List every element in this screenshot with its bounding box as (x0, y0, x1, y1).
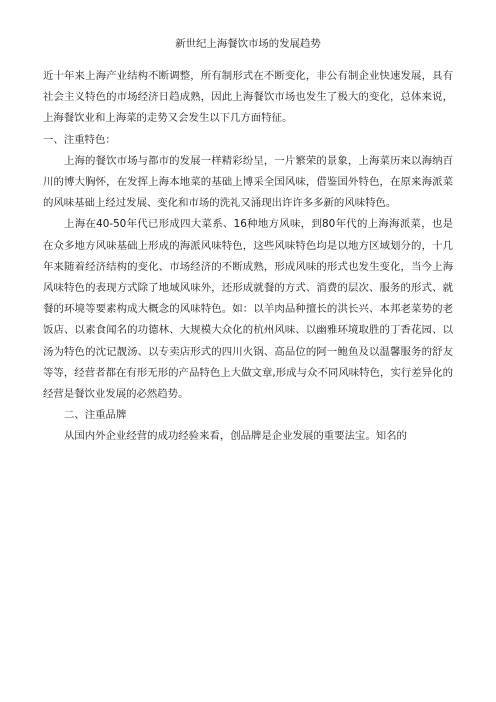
document-title: 新世纪上海餐饮市场的发展趋势 (175, 38, 321, 50)
intro-paragraph: 近十年来上海产业结构不断调整，所有制形式在不断变化，非公有制企业快速发展，具有社会主义特色的市场经济日趋成熟，因此上海餐饮市场也发生了极大的变化，总体来说，上海餐饮业和上海菜的走势又会发生以下几方面特征。 (43, 70, 453, 125)
paragraph-brand-1: 从国内外企业经营的成功经验来看，创品牌是企业发展的重要法宝。知名的 (64, 430, 407, 443)
document-body (43, 66, 453, 448)
paragraph-features-2: 上海在40-50年代已形成四大菜系、16种地方风味，到80年代的上海海派菜，也是在众多地方风味基础上形成的海派风味特色，这些风味特色均是以地方区域划分的，十几年来随着经济结构的变化、市场经济的不断成熟，形成风味的形式也发生变化，当今上海风味特色的表现方式除了地域风味外，还形成就餐的方式、消费的层次、服务的形式、就餐的环境等要素构成大概念的风味特色。如：以羊肉品种擅长的洪长兴、本邦老菜势的老饭店、以素食闻名的功德林、大规模大众化的杭州风味、以幽雅环境取胜的丁香花园、以汤为特色的沈记靓汤、以专卖店形式的四川火锅、高品位的阿一鲍鱼及以温馨服务的舒友等等，经营者都在有形无形的产品特色上大做文章,形成与众不同风味特色，实行差异化的经营是餐饮业发展的必然趋势。 (43, 218, 453, 401)
paragraph-features-1: 上海的餐饮市场与都市的发展一样精彩纷呈，一片繁荣的景象，上海菜历来以海纳百川的博大胸怀，在发挥上海本地菜的基础上博采全国风味，借鉴国外特色，在原来海派菜的风味基础上经过发展、变化和市场的洗礼又涌现出许许多多新的风味特色。 (43, 154, 453, 210)
section-heading-brand: 二、注重品牌 (64, 409, 127, 422)
section-heading-features: 一、注重特色： (43, 133, 116, 146)
